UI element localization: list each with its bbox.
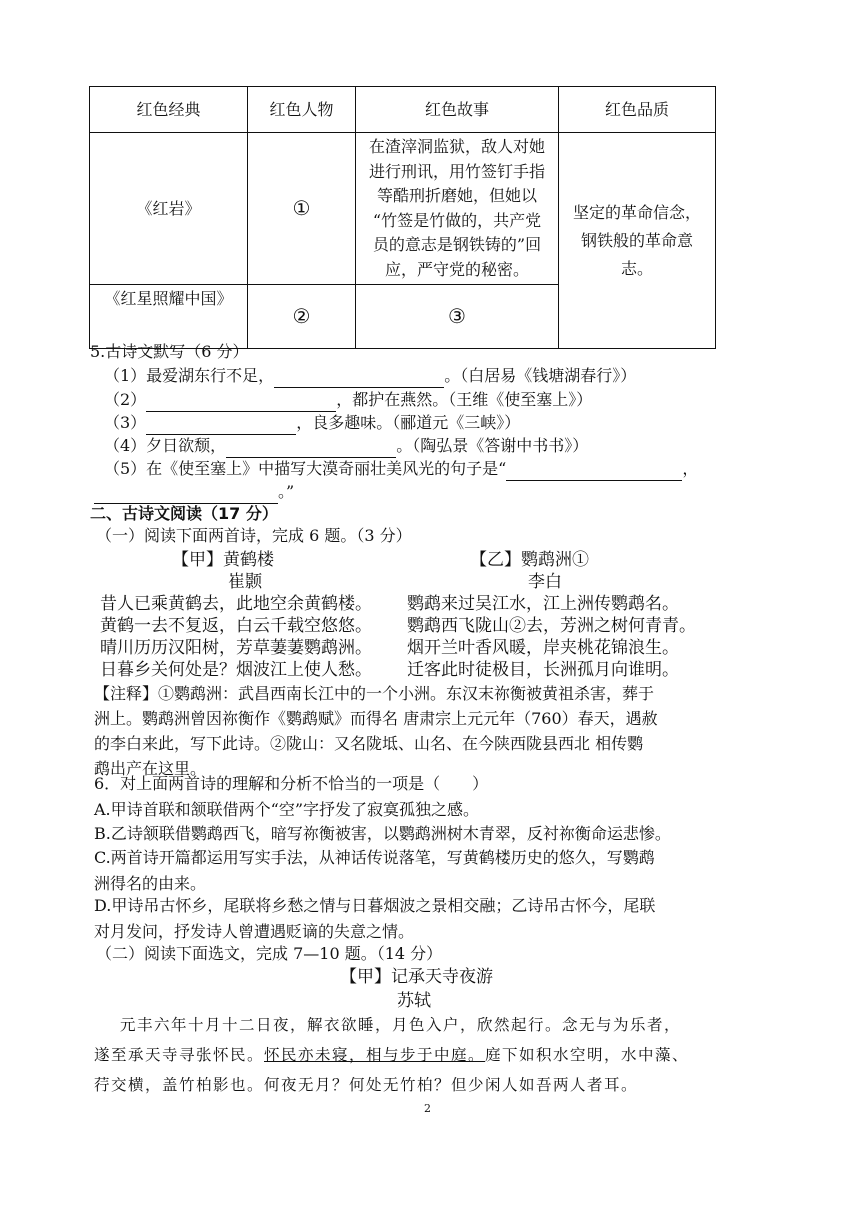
note-line: 【注释】①鹦鹉洲：武昌西南长江中的一个小洲。东汉末祢衡被黄祖杀害，葬于 (94, 684, 655, 703)
q6-option-b[interactable] (94, 821, 719, 847)
blank-2-marker: ② (292, 303, 311, 328)
story-line: 在渣滓洞监狱，敌人对她 (368, 137, 545, 156)
q5-text: ， (682, 459, 699, 478)
q5-line-4 (104, 434, 734, 458)
page-number: 2 (424, 1102, 431, 1115)
q5-text: （2） (104, 390, 147, 409)
note-line: 鹉出产在这里。 (94, 759, 207, 778)
story-cell (356, 133, 559, 285)
q5-line-6 (94, 480, 724, 504)
poem-b-title: 【乙】鹦鹉洲① (470, 550, 589, 570)
section-2-heading: 二、古诗文阅读（17 分） (90, 504, 278, 523)
header-story: 红色故事 (356, 87, 559, 133)
story-line: “竹签是竹做的，共产党 (372, 210, 542, 230)
q5-line-2 (104, 388, 734, 412)
q5-text: （4）夕日欲颓， (104, 436, 227, 455)
section-2-sub2: （二）阅读下面选文，完成 7—10 题。（14 分） (96, 944, 443, 963)
blank-3-marker: ③ (448, 303, 466, 328)
classic-red-star: 《红星照耀中国》 (90, 285, 248, 349)
prose-text: 遂至承天寺寻张怀民。 (94, 1046, 265, 1064)
note-line: 洲上。鹦鹉洲曾因祢衡作《鹦鹉赋》而得名 唐肃宗上元元年（760）春天，遇赦 (94, 709, 658, 728)
story-line: 应，严守党的秘密。 (384, 259, 529, 279)
q5-text: 。” (278, 482, 295, 501)
header-quality: 红色品质 (559, 87, 716, 133)
person-blank-1 (248, 133, 356, 285)
prose-author: 苏轼 (397, 991, 431, 1011)
option-text: 洲得名的由来。 (94, 873, 207, 893)
q5-text: 。（陶弘景《答谢中书书》） (396, 436, 589, 455)
answer-blank[interactable] (146, 416, 296, 435)
table-header-row (90, 87, 716, 133)
q5-line-3 (104, 411, 734, 435)
q6-stem: 6．对上面两首诗的理解和分析不恰当的一项是（ ） (94, 774, 489, 793)
q5-text: 。（白居易《钱塘湖春行》） (444, 366, 637, 385)
answer-blank[interactable] (506, 462, 682, 481)
q5-line-5 (104, 457, 734, 481)
q5-text: （5）在《使至塞上》中描写大漠奇丽壮美风光的句子是“ (104, 459, 507, 478)
red-culture-table (89, 86, 716, 349)
answer-blank[interactable] (274, 369, 444, 388)
section-2-sub1: （一）阅读下面两首诗，完成 6 题。（3 分） (96, 526, 412, 545)
poem-notes (94, 681, 719, 781)
blank-1-marker: ① (292, 195, 311, 220)
poem-a-line: 昔人已乘黄鹤去，此地空余黄鹤楼。 (100, 594, 372, 614)
quality-line: 志。 (620, 258, 653, 278)
poem-a-line: 黄鹤一去不复返，白云千载空悠悠。 (100, 616, 372, 636)
quality-line: 钢铁般的革命意 (580, 230, 693, 250)
q5-text: ，良多趣味。（郦道元《三峡》） (296, 413, 521, 432)
q5-text: （1）最爱湖东行不足， (104, 366, 275, 385)
poem-b-author: 李白 (528, 572, 562, 592)
quality-line: 坚定的革命信念， (572, 202, 701, 222)
prose-text: 庭下如积水空明，水中藻、 (485, 1046, 690, 1064)
q6-option-a[interactable] (94, 797, 719, 823)
answer-blank[interactable] (226, 439, 396, 458)
prose-line-3: 荇交横，盖竹柏影也。何夜无月？何处无竹柏？但少闲人如吾两人者耳。 (94, 1076, 639, 1094)
option-text: B.乙诗颔联借鹦鹉西飞，暗写祢衡被害，以鹦鹉洲树木青翠，反衬祢衡命运悲惨。 (94, 824, 671, 843)
header-classic: 红色经典 (90, 87, 248, 133)
story-line: 员的意志是钢铁铸的”回 (372, 235, 542, 254)
poem-b-line: 鹦鹉来过吴江水，江上洲传鹦鹉名。 (407, 594, 679, 614)
option-text: C.两首诗开篇都运用写实手法，从神话传说落笔，写黄鹤楼历史的悠久，写鹦鹉 (94, 848, 655, 867)
q5-line-1 (104, 364, 734, 388)
table-row (90, 133, 716, 285)
prose-line-1: 元丰六年十月十二日夜，解衣欲睡，月色入户，欣然起行。念无与为乐者， (120, 1016, 682, 1034)
quality-cell (559, 133, 716, 349)
poem-a-line: 日暮乡关何处是？烟波江上使人愁。 (100, 660, 372, 680)
poem-a-author: 崔颢 (228, 572, 262, 592)
q6-option-c[interactable] (94, 845, 719, 896)
poem-b-line: 迁客此时徒极目，长洲孤月向谁明。 (407, 660, 679, 680)
poem-b-line: 烟开兰叶香风暖，岸夹桃花锦浪生。 (407, 638, 679, 658)
poem-a-title: 【甲】黄鹤楼 (172, 550, 274, 570)
header-person: 红色人物 (248, 87, 356, 133)
option-text: D.甲诗吊古怀乡，尾联将乡愁之情与日暮烟波之景相交融；乙诗吊古怀今，尾联 (94, 896, 656, 915)
prose-underlined-sentence: 怀民亦未寝，相与步于中庭。 (264, 1046, 486, 1064)
note-line: 的李白来此，写下此诗。②陇山：又名陇坻、山名、在今陕西陇县西北 相传鹦 (94, 734, 644, 753)
poem-b-line: 鹦鹉西飞陇山②去，芳洲之树何青青。 (407, 616, 696, 636)
story-line: 等酷刑折磨她，但她以 (376, 186, 537, 205)
prose-line-2 (94, 1040, 724, 1070)
q6-option-d[interactable] (94, 893, 719, 944)
q5-text: ，都护在燕然。（王维《使至塞上》） (336, 390, 593, 409)
prose-title: 【甲】记承天寺夜游 (340, 967, 493, 987)
option-text: A.甲诗首联和颔联借两个“空”字抒发了寂寞孤独之感。 (94, 800, 480, 819)
classic-hongyan: 《红岩》 (90, 133, 248, 285)
q5-text: （3） (104, 413, 147, 432)
answer-blank[interactable] (146, 393, 336, 412)
option-text: 对月发问，抒发诗人曾遭遇贬谪的失意之情。 (94, 921, 415, 941)
poem-a-line: 晴川历历汉阳树，芳草萋萋鹦鹉洲。 (100, 638, 372, 658)
story-line: 进行刑讯，用竹签钉手指 (368, 161, 545, 181)
story-blank-3 (356, 285, 559, 349)
q5-title: 5.古诗文默写（6 分） (90, 342, 249, 361)
person-blank-2 (248, 285, 356, 349)
